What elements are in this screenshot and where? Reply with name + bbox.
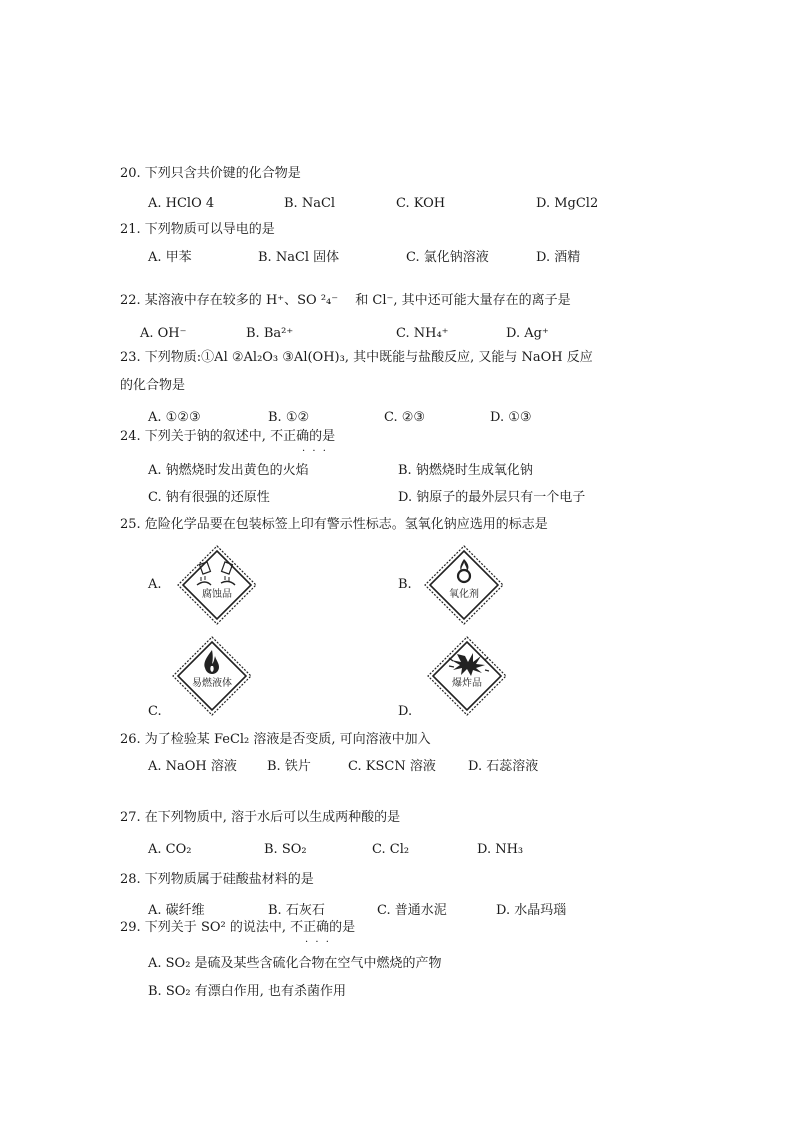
question-27-option-d: D. NH₃: [477, 842, 524, 857]
question-24-option-c: C. 钠有很强的还原性: [148, 490, 270, 505]
question-20-option-a: A. HClO 4: [148, 196, 215, 211]
question-20-stem: 20. 下列只含共价键的化合物是: [120, 166, 301, 181]
question-21-option-a: A. 甲苯: [148, 250, 192, 265]
question-23-option-d: D. ①③: [490, 410, 532, 425]
question-27-option-b: B. SO₂: [264, 842, 307, 857]
question-24-option-b: B. 钠燃烧时生成氧化钠: [398, 463, 533, 478]
question-26-option-a: A. NaOH 溶液: [148, 759, 237, 774]
emphasis-dots: · · ·: [302, 446, 328, 457]
question-20-option-c: C. KOH: [396, 196, 446, 211]
question-23-stem: 23. 下列物质:①Al ②Al₂O₃ ③Al(OH)₃, 其中既能与盐酸反应, 又能与 NaOH 反应: [120, 350, 593, 365]
question-29-stem: 29. 下列关于 SO² 的说法中, 不正确的是: [120, 920, 356, 935]
question-20-option-b: B. NaCl: [284, 196, 336, 211]
question-26-option-b: B. 铁片: [267, 759, 311, 774]
question-21-option-c: C. 氯化钠溶液: [406, 250, 489, 265]
question-28-option-a: A. 碳纤维: [148, 903, 205, 918]
question-28-option-b: B. 石灰石: [268, 903, 325, 918]
question-25-option-a: A.: [148, 577, 162, 592]
sign-label-explosive: 爆炸品: [452, 678, 482, 689]
question-28-option-c: C. 普通水泥: [377, 903, 447, 918]
question-25-option-c: C.: [148, 704, 162, 719]
question-24-option-d: D. 钠原子的最外层只有一个电子: [398, 490, 586, 505]
question-22-option-d: D. Ag⁺: [506, 326, 549, 341]
question-28-stem: 28. 下列物质属于硅酸盐材料的是: [120, 872, 314, 887]
question-21-option-d: D. 酒精: [536, 250, 581, 265]
question-25-option-b: B.: [398, 577, 412, 592]
flammable-liquid-sign: [172, 636, 252, 716]
question-26-stem: 26. 为了检验某 FeCl₂ 溶液是否变质, 可向溶液中加入: [120, 732, 431, 747]
question-23-option-c: C. ②③: [384, 410, 426, 425]
question-25-option-d: D.: [398, 704, 413, 719]
question-27-stem: 27. 在下列物质中, 溶于水后可以生成两种酸的是: [120, 810, 401, 825]
question-27-option-a: A. CO₂: [148, 842, 192, 857]
question-21-stem: 21. 下列物质可以导电的是: [120, 222, 275, 237]
question-29-option-a: A. SO₂ 是硫及某些含硫化合物在空气中燃烧的产物: [148, 956, 442, 971]
question-27-option-c: C. Cl₂: [372, 842, 410, 857]
corrosive-sign: [177, 545, 257, 625]
question-22-option-c: C. NH₄⁺: [396, 326, 449, 341]
question-26-option-d: D. 石蕊溶液: [468, 759, 539, 774]
question-23-stem-continued: 的化合物是: [120, 378, 186, 393]
question-24-stem: 24. 下列关于钠的叙述中, 不正确的是: [120, 429, 336, 444]
emphasis-dots: · · ·: [305, 937, 331, 948]
question-28-option-d: D. 水晶玛瑙: [496, 903, 567, 918]
sign-label-flammable-liquid: 易燃液体: [192, 678, 232, 689]
question-23-option-b: B. ①②: [268, 410, 310, 425]
question-21-option-b: B. NaCl 固体: [258, 250, 340, 265]
sign-label-oxidizer: 氧化剂: [449, 589, 479, 600]
explosive-sign: [427, 636, 507, 716]
oxidizer-sign: [424, 545, 504, 625]
sign-label-corrosive: 腐蚀品: [202, 589, 232, 600]
question-23-option-a: A. ①②③: [148, 410, 201, 425]
question-22-option-a: A. OH⁻: [140, 326, 187, 341]
question-24-option-a: A. 钠燃烧时发出黄色的火焰: [148, 463, 309, 478]
question-25-stem: 25. 危险化学品要在包装标签上印有警示性标志。氢氧化钠应选用的标志是: [120, 517, 548, 532]
question-26-option-c: C. KSCN 溶液: [348, 759, 436, 774]
question-22-option-b: B. Ba²⁺: [246, 326, 294, 341]
question-29-option-b: B. SO₂ 有漂白作用, 也有杀菌作用: [148, 984, 346, 999]
question-22-stem: 22. 某溶液中存在较多的 H⁺、SO ²₄⁻ 和 Cl⁻, 其中还可能大量存在的离子是: [120, 293, 571, 308]
question-20-option-d: D. MgCl2: [536, 196, 599, 211]
